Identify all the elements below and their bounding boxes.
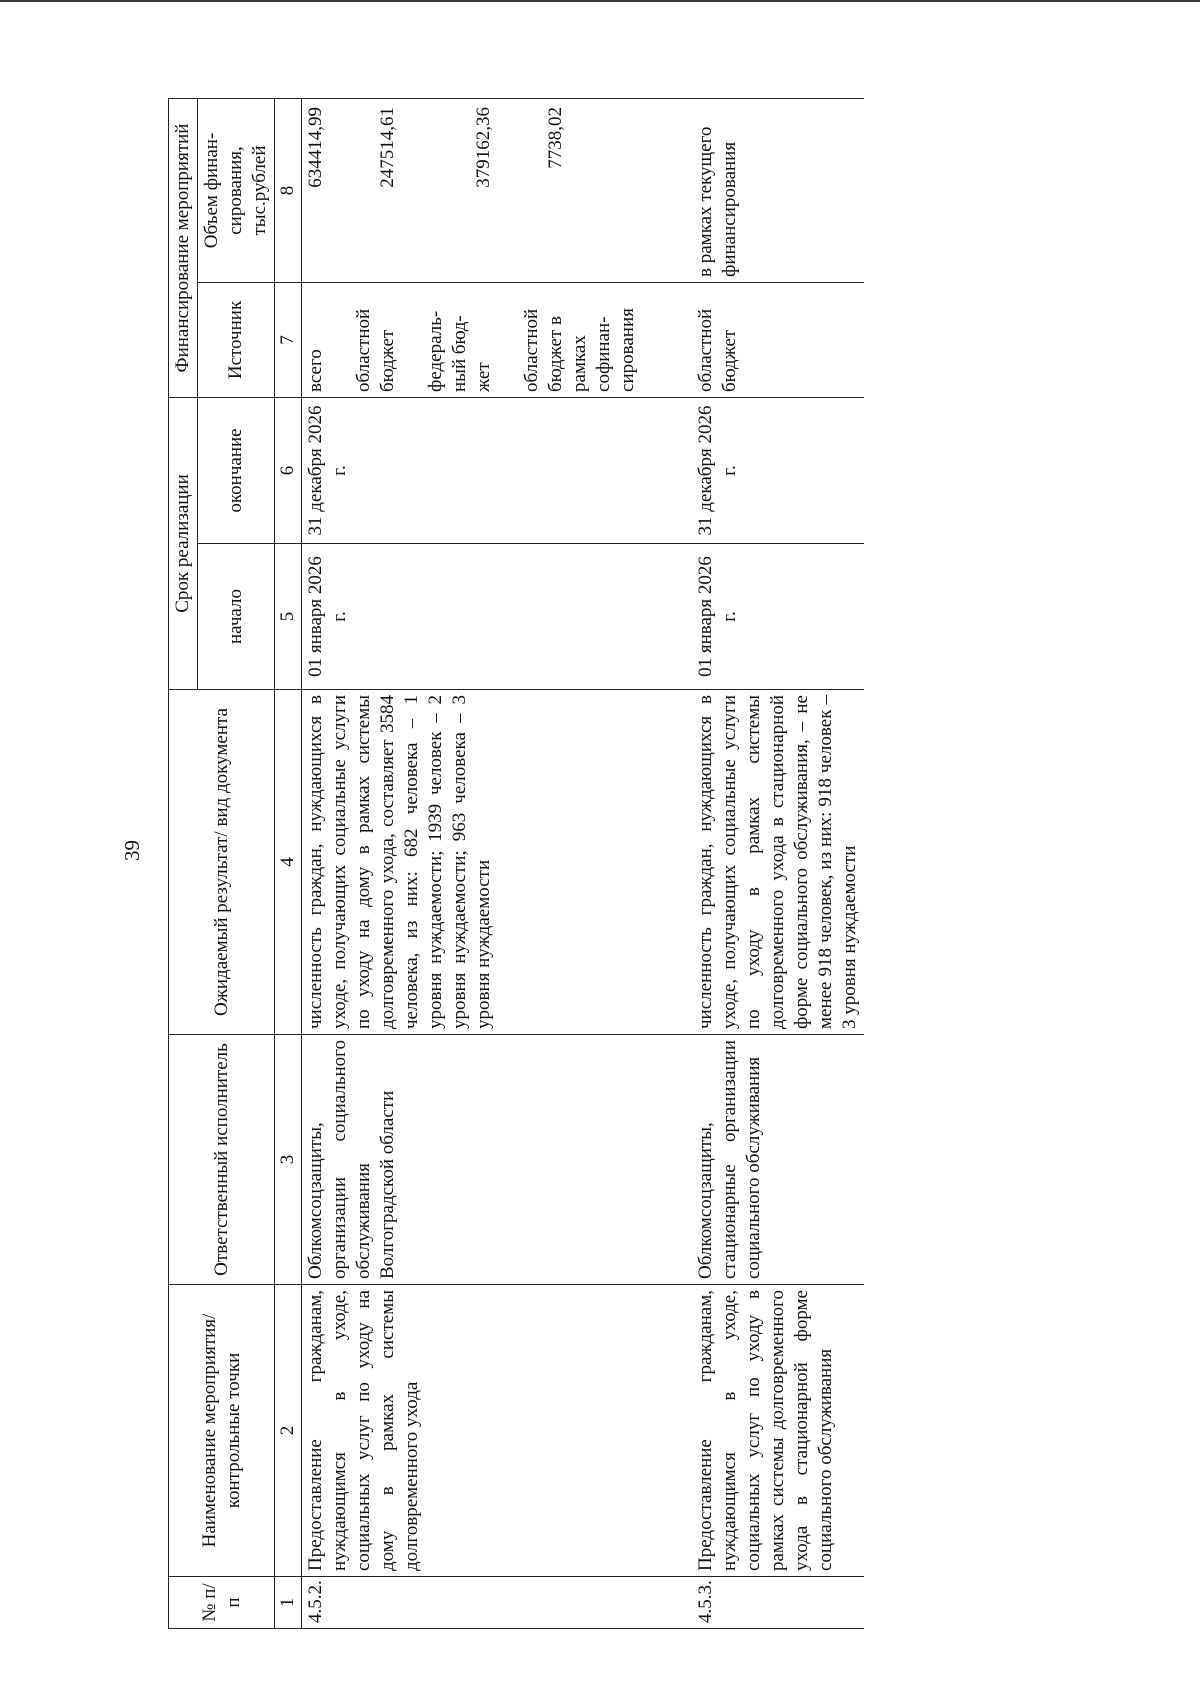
column-number: 6 bbox=[275, 397, 302, 543]
funding-amount: 7738,02 bbox=[545, 106, 566, 169]
end-date: 31 декабря 2026 г. bbox=[302, 397, 692, 543]
funding-source: областной бюджет в рамках софинан-сирования bbox=[521, 308, 638, 392]
spacer bbox=[328, 107, 376, 277]
start-date: 01 января 2026 г. bbox=[302, 544, 692, 690]
end-date: 31 декабря 2026 г. bbox=[692, 397, 864, 543]
funding-amounts bbox=[302, 98, 692, 282]
spacer bbox=[328, 288, 352, 392]
funding-amount: 379162,36 bbox=[473, 106, 494, 188]
expected-result: численность граждан, нуждающихся в уходе, получающих социальные услуги по уходу на дому в рамках системы долговременного ухода, составляет 3584 человека, из них: 682 человека – 1 уровня нуждаемости; 1939 человек – 2 уровня нуждаемости; 963 человека – 3 уровня нуждаемости bbox=[302, 690, 692, 1035]
header-result: Ожидаемый результат/ вид документа bbox=[169, 690, 275, 1035]
table-row bbox=[692, 98, 864, 1628]
column-number: 4 bbox=[275, 690, 302, 1035]
funding-source: областной бюджет bbox=[692, 282, 864, 397]
funding-amount: в рамках текущего финансирования bbox=[692, 98, 864, 282]
header-volume: Объем финан-сирования, тыс.рублей bbox=[198, 98, 275, 282]
row-number: 4.5.2. bbox=[302, 1577, 692, 1629]
funding-amount: 634414,99 bbox=[305, 106, 326, 188]
responsible-executor: Облкомсоцзащиты, организации социального обслуживания Волгоградской области bbox=[302, 1035, 692, 1285]
measure-name: Предоставление гражданам, нуждающимся в уходе, социальных услуг по уходу на дому в рамках системы долговременного ухода bbox=[302, 1285, 692, 1577]
header-period: Срок реализации bbox=[169, 397, 198, 689]
funding-amount: 247514,61 bbox=[377, 106, 398, 188]
column-number: 2 bbox=[275, 1285, 302, 1577]
column-number: 8 bbox=[275, 98, 302, 282]
column-number: 1 bbox=[275, 1577, 302, 1629]
table-row bbox=[302, 98, 692, 1628]
column-number: 5 bbox=[275, 544, 302, 690]
column-number: 7 bbox=[275, 282, 302, 397]
rotated-table-sheet bbox=[168, 99, 1050, 1629]
spacer bbox=[496, 288, 520, 392]
header-end: окончание bbox=[198, 397, 275, 543]
row-number: 4.5.3. bbox=[692, 1577, 864, 1629]
page-top-border bbox=[0, 0, 1200, 2]
start-date: 01 января 2026 г. bbox=[692, 544, 864, 690]
measures-table bbox=[168, 98, 864, 1629]
spacer bbox=[400, 107, 472, 277]
header-name: Наименование мероприятия/ контрольные точки bbox=[169, 1285, 275, 1577]
header-num: № п/п bbox=[169, 1577, 275, 1629]
funding-source: федераль-ный бюд-жет bbox=[425, 310, 494, 392]
header-row-1 bbox=[169, 98, 198, 1628]
column-number: 3 bbox=[275, 1035, 302, 1285]
spacer bbox=[400, 288, 424, 392]
column-number-row bbox=[275, 98, 302, 1628]
funding-source: областной бюджет bbox=[353, 308, 398, 392]
page-number: 39 bbox=[120, 840, 144, 861]
responsible-executor: Облкомсоцзащиты, стационарные организации социального обслуживания bbox=[692, 1035, 864, 1285]
funding-source: всего bbox=[305, 349, 326, 392]
spacer bbox=[496, 107, 544, 277]
header-executor: Ответственный исполнитель bbox=[169, 1035, 275, 1285]
expected-result: численность граждан, нуждающихся в уходе, получающих социальные услуги по уходу в рамках системы долговременного ухода в стационарной форме социального обслуживания, – не менее 918 человек, из них: 918 человек – 3 уровня нуждаемости bbox=[692, 690, 864, 1035]
header-start: начало bbox=[198, 544, 275, 690]
header-financing: Финансирование мероприятий bbox=[169, 98, 198, 397]
header-source: Источник bbox=[198, 282, 275, 397]
funding-sources bbox=[302, 282, 692, 397]
measure-name: Предоставление гражданам, нуждающимся в уходе, социальных услуг по уходу в рамках системы долговременного ухода в стационарной форме социального обслуживания bbox=[692, 1285, 864, 1577]
